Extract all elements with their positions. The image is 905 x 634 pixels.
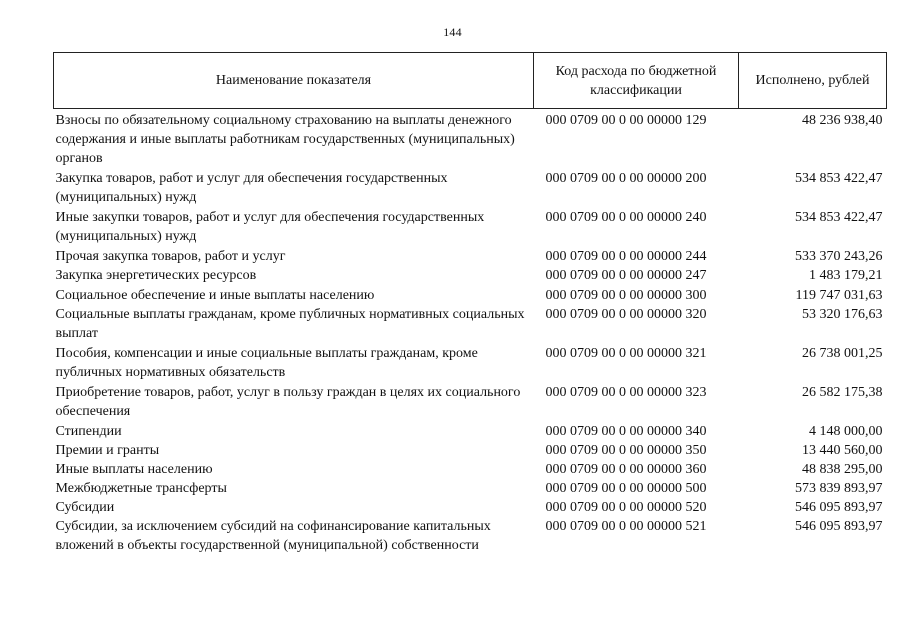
- table-row: [54, 168, 887, 207]
- row-amount: 26 582 175,38: [802, 385, 883, 400]
- row-amount: 48 838 295,00: [802, 462, 883, 477]
- row-code: 000 0709 00 0 00 00000 323: [545, 385, 707, 400]
- row-amount: 13 440 560,00: [802, 443, 883, 458]
- page-number: 144: [443, 25, 462, 39]
- row-code: 000 0709 00 0 00 00000 321: [545, 346, 707, 361]
- row-amount: 546 095 893,97: [795, 500, 883, 515]
- table-row: [54, 479, 887, 498]
- row-amount: 53 320 176,63: [802, 307, 883, 322]
- table-row: [54, 246, 887, 266]
- row-name: Межбюджетные трансферты: [55, 481, 227, 496]
- table-row: [54, 498, 887, 517]
- row-code: 000 0709 00 0 00 00000 129: [545, 113, 707, 128]
- table-row: [54, 382, 887, 421]
- row-name: Субсидии, за исключением субсидий на софинансирование капитальных вложений в объекты государственной (муниципальной) собственности: [55, 519, 491, 553]
- row-code: 000 0709 00 0 00 00000 200: [545, 171, 707, 186]
- table-row: [54, 109, 887, 169]
- row-code: 000 0709 00 0 00 00000 350: [545, 443, 707, 458]
- row-code: 000 0709 00 0 00 00000 240: [545, 210, 707, 225]
- row-name: Приобретение товаров, работ, услуг в пользу граждан в целях их социального обеспечения: [55, 385, 521, 419]
- row-name: Закупка товаров, работ и услуг для обеспечения государственных (муниципальных) нужд: [55, 171, 448, 205]
- row-code: 000 0709 00 0 00 00000 320: [545, 307, 707, 322]
- table-row: [54, 517, 887, 555]
- row-amount: 119 747 031,63: [795, 288, 883, 303]
- row-name: Социальное обеспечение и иные выплаты населению: [55, 288, 375, 303]
- table-row: [54, 266, 887, 285]
- row-code: 000 0709 00 0 00 00000 247: [545, 268, 707, 283]
- row-amount: 573 839 893,97: [795, 481, 883, 496]
- row-name: Взносы по обязательному социальному страхованию на выплаты денежного содержания и иные выплаты работникам государственных (муниципальных) органов: [55, 113, 515, 166]
- row-amount: 26 738 001,25: [802, 346, 883, 361]
- row-amount: 1 483 179,21: [809, 268, 883, 283]
- row-code: 000 0709 00 0 00 00000 300: [545, 288, 707, 303]
- row-amount: 534 853 422,47: [795, 210, 883, 225]
- table-row: [54, 460, 887, 479]
- row-name: Иные выплаты населению: [55, 462, 213, 477]
- row-name: Иные закупки товаров, работ и услуг для обеспечения государственных (муниципальных) нужд: [55, 210, 485, 244]
- row-code: 000 0709 00 0 00 00000 244: [545, 249, 707, 264]
- header-name: Наименование показателя: [54, 53, 534, 109]
- row-name: Субсидии: [55, 500, 115, 515]
- table-row: [54, 343, 887, 382]
- row-name: Пособия, компенсации и иные социальные выплаты гражданам, кроме публичных нормативных обязательств: [55, 346, 478, 380]
- row-code: 000 0709 00 0 00 00000 360: [545, 462, 707, 477]
- row-name: Прочая закупка товаров, работ и услуг: [55, 249, 286, 264]
- row-amount: 48 236 938,40: [802, 113, 883, 128]
- row-code: 000 0709 00 0 00 00000 521: [545, 519, 707, 534]
- row-code: 000 0709 00 0 00 00000 500: [545, 481, 707, 496]
- row-name: Стипендии: [55, 424, 122, 439]
- table-row: [54, 207, 887, 246]
- table-row: [54, 441, 887, 460]
- table-row: [54, 285, 887, 305]
- table-header-row: [54, 53, 887, 109]
- row-amount: 4 148 000,00: [809, 424, 883, 439]
- row-code: 000 0709 00 0 00 00000 520: [545, 500, 707, 515]
- table-row: [54, 305, 887, 343]
- table-row: [54, 421, 887, 441]
- row-amount: 546 095 893,97: [795, 519, 883, 534]
- row-amount: 533 370 243,26: [795, 249, 883, 264]
- row-amount: 534 853 422,47: [795, 171, 883, 186]
- budget-execution-table: [53, 52, 887, 555]
- row-name: Премии и гранты: [55, 443, 160, 458]
- row-code: 000 0709 00 0 00 00000 340: [545, 424, 707, 439]
- header-amount: Исполнено, рублей: [739, 53, 887, 109]
- header-code: Код расхода по бюджетной классификации: [534, 53, 739, 109]
- row-name: Социальные выплаты гражданам, кроме публичных нормативных социальных выплат: [55, 307, 525, 341]
- row-name: Закупка энергетических ресурсов: [55, 268, 257, 283]
